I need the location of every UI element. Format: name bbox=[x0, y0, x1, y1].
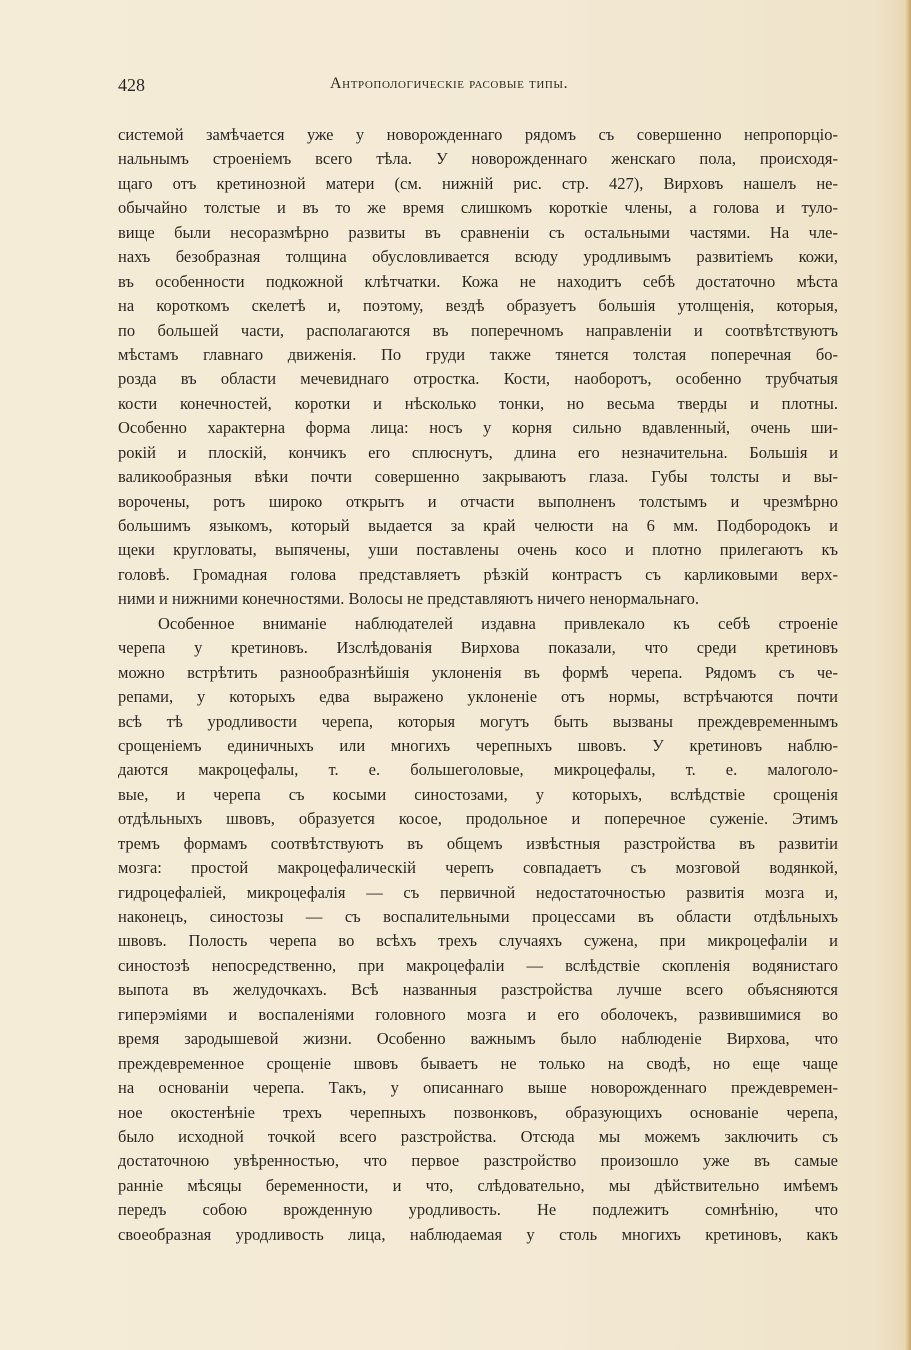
text-line: розда въ области мечевиднаго отростка. Кости, наоборотъ, особенно трубчатыя bbox=[118, 369, 838, 389]
text-line: отдѣльныхъ швовъ, образуется косое, продольное и поперечное суженіе. Этимъ bbox=[118, 809, 838, 829]
text-line: передъ собою врожденную уродливость. Не подлежитъ сомнѣнію, что bbox=[118, 1200, 838, 1220]
text-line: нальнымъ строеніемъ всего тѣла. У новорожденнаго женскаго пола, происходя- bbox=[118, 149, 838, 169]
text-line: мозга: простой макроцефалическій черепъ совпадаетъ съ мозговой водянкой, bbox=[118, 858, 838, 878]
text-line: по большей части, располагаются въ поперечномъ направленіи и соотвѣтствуютъ bbox=[118, 320, 838, 340]
paragraph-start-line: Особенное вниманіе наблюдателей издавна привлекало къ себѣ строеніе bbox=[158, 613, 838, 633]
text-line: головѣ. Громадная голова представляетъ рѣзкій контрастъ съ карликовыми верх- bbox=[118, 564, 838, 584]
text-line: вые, и черепа съ косыми синостозами, у которыхъ, вслѣдствіе срощенія bbox=[118, 784, 838, 804]
text-line: мѣстамъ главнаго движенія. По груди также тянется толстая поперечная бо- bbox=[118, 344, 838, 364]
text-line: большимъ языкомъ, который выдается за край челюсти на 6 мм. Подбородокъ и bbox=[118, 516, 838, 535]
text-line: въ особенности подкожной клѣтчатки. Кожа не находитъ себѣ достаточно мѣста bbox=[118, 271, 838, 291]
text-line: выпота въ желудочкахъ. Всѣ названныя разстройства лучше всего объясняются bbox=[118, 980, 838, 1000]
text-line: рокій и плоскій, кончикъ его сплюснутъ, длина его незначительна. Большія и bbox=[118, 442, 838, 462]
page-number: 428 bbox=[118, 75, 145, 95]
text-line: синостозѣ непосредственно, при макроцефаліи — вслѣдствіе скопленія водянистаго bbox=[118, 955, 838, 975]
text-line: на короткомъ скелетѣ и, поэтому, вездѣ образуетъ большія утолщенія, которыя, bbox=[118, 296, 838, 316]
text-line: репами, у которыхъ едва выражено уклоненіе отъ нормы, встрѣчаются почти bbox=[118, 687, 838, 707]
text-line: валикообразныя вѣки почти совершенно закрываютъ глаза. Губы толсты и вы- bbox=[118, 467, 838, 487]
text-line: всѣ тѣ уродливости черепа, которыя могутъ быть вызваны преждевременнымъ bbox=[118, 711, 838, 731]
text-line: гиперэміями и воспаленіями головного мозга и его оболочекъ, развившимися во bbox=[118, 1004, 838, 1024]
text-line: кости конечностей, коротки и нѣсколько тонки, но весьма тверды и плотны. bbox=[118, 393, 838, 413]
text-line: своеобразная уродливость лица, наблюдаемая у столь многихъ кретиновъ, какъ bbox=[118, 1224, 838, 1244]
text-line: тремъ формамъ соотвѣтствуютъ въ общемъ извѣстныя разстройства въ развитіи bbox=[118, 833, 838, 853]
page-edge bbox=[905, 0, 911, 1350]
text-line: Особенно характерна форма лица: носъ у корня сильно вдавленный, очень ши- bbox=[118, 418, 838, 438]
running-title: Антропологическіе расовые типы. bbox=[330, 75, 569, 92]
text-line: наконецъ, синостозы — съ воспалительными процессами въ области отдѣльныхъ bbox=[118, 907, 838, 926]
text-line: даются макроцефалы, т. е. большеголовые, микроцефалы, т. е. малоголо- bbox=[118, 760, 838, 780]
text-line: достаточною увѣренностью, что первое разстройство произошло уже въ самые bbox=[118, 1151, 838, 1171]
text-line: было исходной точкой всего разстройства. Отсюда мы можемъ заключить съ bbox=[118, 1126, 838, 1146]
text-line: щаго отъ кретинозной матери (см. нижній рис. стр. 427), Вирховъ нашелъ не- bbox=[118, 173, 838, 193]
text-line: ранніе мѣсяцы беременности, и что, слѣдовательно, мы дѣйствительно имѣемъ bbox=[118, 1175, 838, 1195]
text-line: нахъ безобразная толщина обусловливается всюду уродливымъ развитіемъ кожи, bbox=[118, 247, 838, 267]
text-line: щеки кругловаты, выпячены, уши поставлены очень косо и плотно прилегаютъ къ bbox=[118, 540, 838, 560]
text-line: срощеніемъ единичныхъ или многихъ черепныхъ швовъ. У кретиновъ наблю- bbox=[118, 735, 838, 755]
text-line: ное окостенѣніе трехъ черепныхъ позвонковъ, образующихъ основаніе черепа, bbox=[118, 1102, 838, 1122]
text-line: швовъ. Полость черепа во всѣхъ трехъ случаяхъ сужена, при микроцефаліи и bbox=[118, 931, 838, 951]
text-line: можно встрѣтить разнообразнѣйшія уклоненія въ формѣ черепа. Рядомъ съ че- bbox=[118, 662, 838, 682]
text-line: время зародышевой жизни. Особенно важнымъ было наблюденіе Вирхова, что bbox=[118, 1029, 838, 1049]
body-text bbox=[118, 123, 838, 1247]
text-line: ворочены, ротъ широко открытъ и отчасти выполненъ толстымъ и чрезмѣрно bbox=[118, 491, 838, 511]
paragraph-end-line: ними и нижними конечностями. Волосы не представляютъ ничего ненормальнаго. bbox=[118, 589, 699, 609]
text-line: вище были несоразмѣрно развиты въ сравненіи съ остальными частями. На чле- bbox=[118, 222, 838, 242]
text-line: черепа у кретиновъ. Изслѣдованія Вирхова показали, что среди кретиновъ bbox=[118, 638, 838, 658]
page-header bbox=[118, 75, 838, 97]
text-line: гидроцефаліей, микроцефалія — съ первичной недостаточностью развитія мозга и, bbox=[118, 882, 838, 902]
text-line: системой замѣчается уже у новорожденнаго рядомъ съ совершенно непропорціо- bbox=[118, 125, 838, 144]
text-line: преждевременное срощеніе швовъ бываетъ не только на сводѣ, но еще чаще bbox=[118, 1053, 838, 1073]
text-line: обычайно толстые и въ то же время слишкомъ короткіе члены, а голова и туло- bbox=[118, 198, 838, 218]
text-line: на основаніи черепа. Такъ, у описаннаго выше новорожденнаго преждевремен- bbox=[118, 1078, 838, 1098]
